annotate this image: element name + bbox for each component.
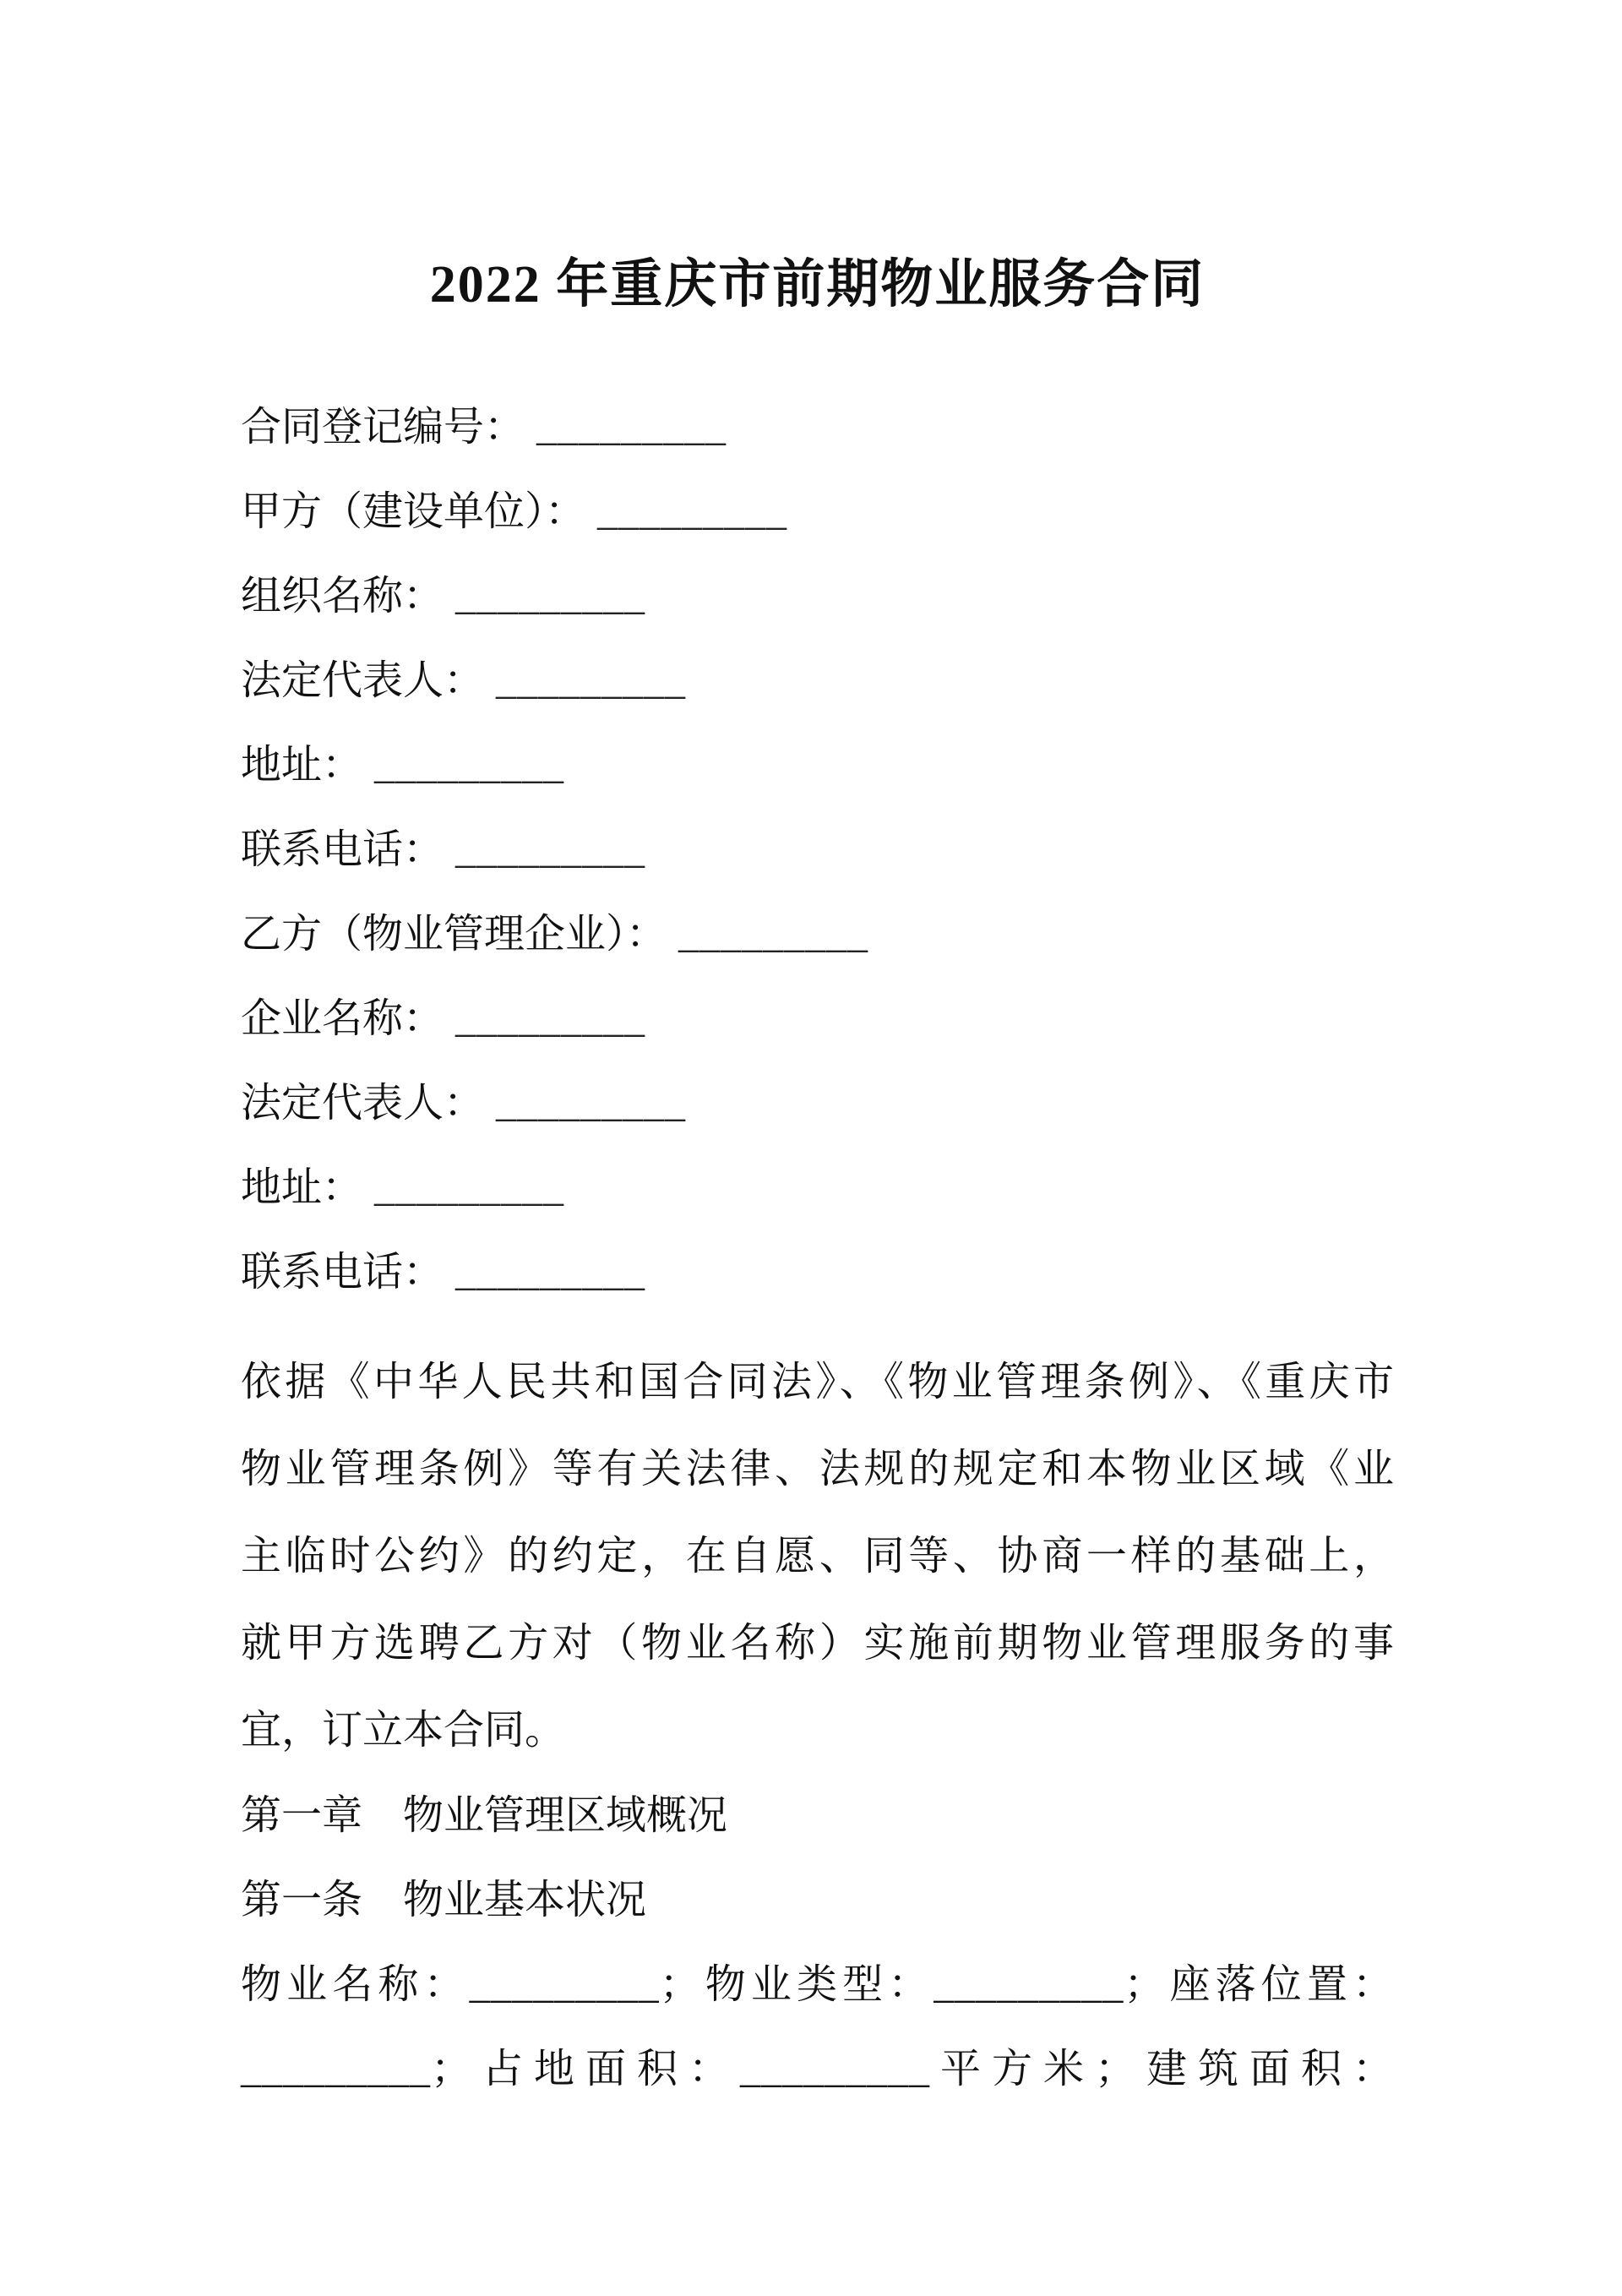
document-content (241, 0, 1394, 2112)
paragraph-line: 就甲方选聘乙方对（物业名称）实施前期物业管理服务的事 (241, 1621, 1394, 1666)
property-detail-line: _________；占地面积：_________平方米；建筑面积： (241, 2047, 1394, 2091)
paragraph-line: 宜，订立本合同。 (241, 1708, 566, 1753)
field-blank-line: _________ (374, 743, 565, 788)
field-blank-line: _________ (496, 658, 687, 703)
field-line (241, 808, 1394, 892)
field-label: 合同登记编号： (241, 405, 525, 450)
party-info-fields (241, 385, 1394, 1315)
field-label: 联系电话： (241, 1250, 444, 1295)
field-line (241, 1146, 1394, 1230)
field-line (241, 385, 1394, 470)
field-blank-line: _________ (455, 1250, 646, 1295)
field-label: 联系电话： (241, 827, 444, 872)
field-blank-line: _________ (678, 912, 869, 957)
paragraph-line: 依据《中华人民共和国合同法》、《物业管理条例》、《重庆市 (241, 1360, 1394, 1404)
document-title: 2022 年重庆市前期物业服务合同 (429, 256, 1206, 314)
field-blank-line: _________ (496, 1081, 687, 1126)
field-label: 企业名称： (241, 996, 444, 1041)
paragraph-line: 物业管理条例》等有关法律、法规的规定和本物业区域《业 (241, 1447, 1394, 1492)
field-blank-line: _________ (455, 574, 646, 619)
field-blank-line: _________ (455, 996, 646, 1041)
field-label: 甲方（建设单位）： (241, 489, 586, 534)
field-label: 组织名称： (241, 574, 444, 619)
field-blank-line: _________ (536, 405, 727, 450)
field-line (241, 977, 1394, 1061)
field-line (241, 1230, 1394, 1315)
preamble-paragraph (241, 1339, 1394, 1774)
section-heading: 第一章 物业管理区域概况 (241, 1793, 728, 1838)
field-label: 法定代表人： (241, 658, 485, 703)
section-heading: 第一条 物业基本状况 (241, 1878, 647, 1922)
property-details (241, 1943, 1394, 2112)
field-line (241, 554, 1394, 639)
paragraph-line: 主临时公约》的约定，在自愿、同等、协商一样的基础上， (241, 1534, 1394, 1579)
field-label: 乙方（物业管理企业）： (241, 912, 667, 957)
field-label: 法定代表人： (241, 1081, 485, 1126)
field-label: 地址： (241, 743, 363, 788)
field-label: 地址： (241, 1165, 363, 1210)
field-blank-line: _________ (597, 489, 788, 534)
field-line (241, 1061, 1394, 1146)
section-headings (241, 1774, 1394, 1943)
field-line (241, 892, 1394, 977)
property-detail-line: 物业名称：_________；物业类型：_________；座落位置： (241, 1962, 1394, 2007)
field-line (241, 723, 1394, 808)
field-blank-line: _________ (374, 1165, 565, 1210)
field-line (241, 639, 1394, 723)
field-line (241, 470, 1394, 554)
field-blank-line: _________ (455, 827, 646, 872)
